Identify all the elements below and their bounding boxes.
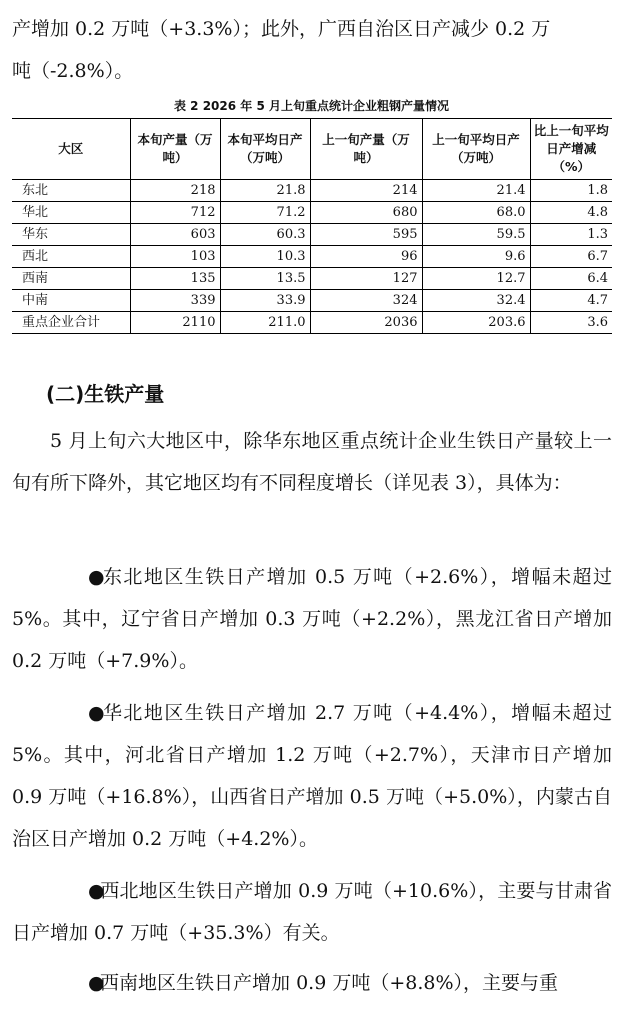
value-cell: 4.8 <box>530 202 612 224</box>
value-cell: 68.0 <box>422 202 530 224</box>
bullet-paragraph <box>12 870 612 954</box>
value-cell: 214 <box>310 180 422 202</box>
value-cell: 13.5 <box>220 268 310 290</box>
region-cell: 华北 <box>12 202 130 224</box>
value-cell: 218 <box>130 180 220 202</box>
value-cell: 12.7 <box>422 268 530 290</box>
value-cell: 4.7 <box>530 290 612 312</box>
body-paragraph: 5 月上旬六大地区中，除华东地区重点统计企业生铁日产量较上一旬有所下降外，其它地区均有不同程度增长（详见表 3），具体为： <box>12 430 612 494</box>
value-cell: 1.8 <box>530 180 612 202</box>
table-header-row <box>12 119 612 180</box>
value-cell: 1.3 <box>530 224 612 246</box>
value-cell: 203.6 <box>422 312 530 334</box>
table-row <box>12 202 612 224</box>
value-cell: 10.3 <box>220 246 310 268</box>
value-cell: 96 <box>310 246 422 268</box>
value-cell: 33.9 <box>220 290 310 312</box>
value-cell: 603 <box>130 224 220 246</box>
bullet-paragraph <box>12 556 612 682</box>
value-cell: 211.0 <box>220 312 310 334</box>
bullet-text: 西北地区生铁日产增加 0.9 万吨（+10.6%），主要与甘肃省日产增加 0.7 万吨（+35.3%）有关。 <box>12 880 612 944</box>
value-cell: 21.8 <box>220 180 310 202</box>
value-cell: 6.7 <box>530 246 612 268</box>
section-heading: (二)生铁产量 <box>46 382 165 406</box>
header-cell: 本旬产量（万吨） <box>130 119 220 180</box>
table-row <box>12 180 612 202</box>
region-cell: 东北 <box>12 180 130 202</box>
region-cell: 中南 <box>12 290 130 312</box>
bullet-text: 西南地区生铁日产增加 0.9 万吨（+8.8%），主要与重 <box>100 972 559 994</box>
value-cell: 103 <box>130 246 220 268</box>
value-cell: 2036 <box>310 312 422 334</box>
region-cell: 重点企业合计 <box>12 312 130 334</box>
table-row <box>12 290 612 312</box>
value-cell: 339 <box>130 290 220 312</box>
intro-paragraph <box>12 8 612 92</box>
table-row <box>12 224 612 246</box>
header-cell: 上一旬产量（万吨） <box>310 119 422 180</box>
region-cell: 华东 <box>12 224 130 246</box>
header-cell: 本旬平均日产（万吨） <box>220 119 310 180</box>
value-cell: 135 <box>130 268 220 290</box>
intro-line-1: 产增加 0.2 万吨（+3.3%）；此外，广西自治区日产减少 0.2 万 <box>12 18 551 40</box>
value-cell: 595 <box>310 224 422 246</box>
crude-steel-table <box>12 118 612 334</box>
value-cell: 127 <box>310 268 422 290</box>
value-cell: 71.2 <box>220 202 310 224</box>
value-cell: 680 <box>310 202 422 224</box>
value-cell: 59.5 <box>422 224 530 246</box>
value-cell: 712 <box>130 202 220 224</box>
value-cell: 2110 <box>130 312 220 334</box>
header-cell: 比上一旬平均日产增减（%） <box>530 119 612 180</box>
bullet-paragraph <box>12 692 612 860</box>
value-cell: 6.4 <box>530 268 612 290</box>
value-cell: 3.6 <box>530 312 612 334</box>
intro-line-2: 吨（-2.8%）。 <box>12 60 134 82</box>
value-cell: 324 <box>310 290 422 312</box>
value-cell: 9.6 <box>422 246 530 268</box>
bullet-paragraph <box>12 962 612 1004</box>
table-row <box>12 246 612 268</box>
table-row <box>12 268 612 290</box>
header-cell: 上一旬平均日产（万吨） <box>422 119 530 180</box>
value-cell: 60.3 <box>220 224 310 246</box>
header-cell: 大区 <box>12 119 130 180</box>
bullet-text: 东北地区生铁日产增加 0.5 万吨（+2.6%），增幅未超过 5%。其中，辽宁省日产增加 0.3 万吨（+2.2%），黑龙江省日产增加 0.2 万吨（+7.9%）。 <box>12 566 612 672</box>
table-total-row <box>12 312 612 334</box>
table-caption: 表 2 2026 年 5 月上旬重点统计企业粗钢产量情况 <box>174 99 449 113</box>
region-cell: 西南 <box>12 268 130 290</box>
value-cell: 32.4 <box>422 290 530 312</box>
value-cell: 21.4 <box>422 180 530 202</box>
region-cell: 西北 <box>12 246 130 268</box>
bullet-text: 华北地区生铁日产增加 2.7 万吨（+4.4%），增幅未超过 5%。其中，河北省日产增加 1.2 万吨（+2.7%），天津市日产增加 0.9 万吨（+16.8%），山西省日产增加 0.5 万吨（+5.0%），内蒙古自治区日产增加 0.2 万吨（+4.2%）。 <box>12 702 612 850</box>
